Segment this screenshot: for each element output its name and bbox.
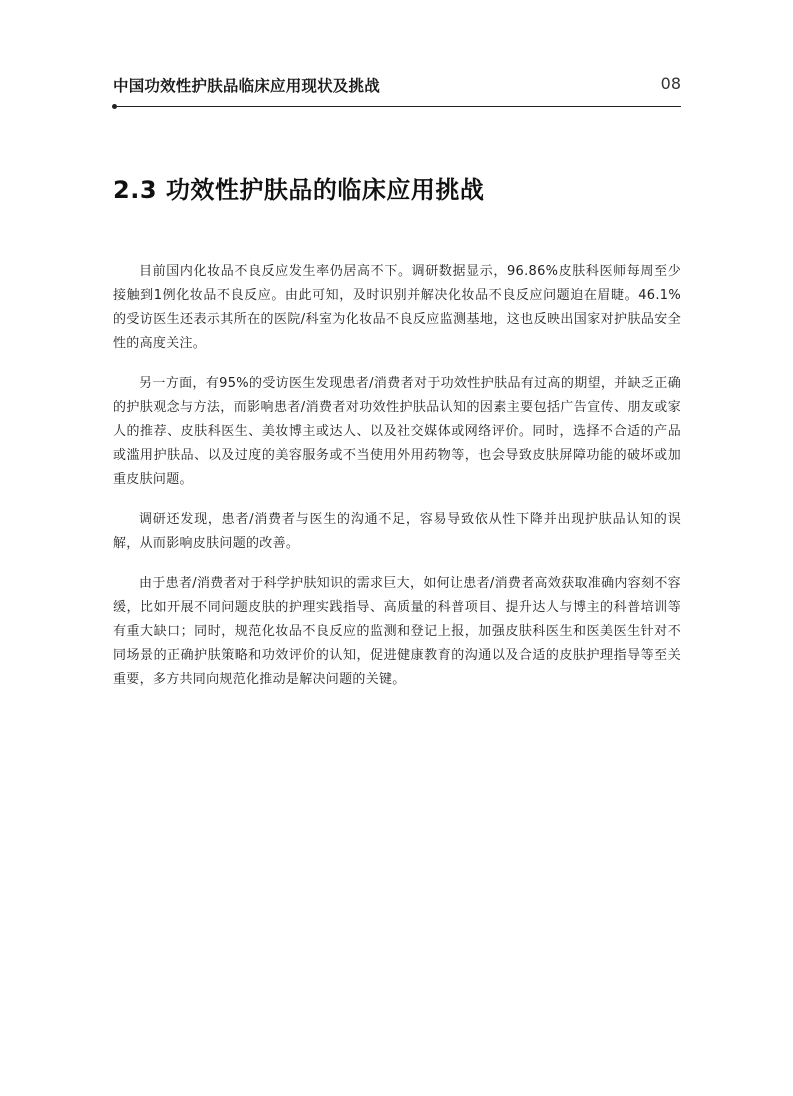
section-title: 2.3 功效性护肤品的临床应用挑战: [113, 176, 485, 204]
paragraph: 由于患者/消费者对于科学护肤知识的需求巨大，如何让患者/消费者高效获取准确内容刻不容缓，比如开展不同问题皮肤的护理实践指导、高质量的科普项目、提升达人与博主的科普培训等有重大缺口；同时，规范化妆品不良反应的监测和登记上报，加强皮肤科医生和医美医生针对不同场景的正确护肤策略和功效评价的认知，促进健康教育的沟通以及合适的皮肤护理指导等至关重要，多方共同向规范化推动是解决问题的关键。: [113, 576, 681, 687]
page-header: [113, 72, 681, 100]
paragraph: 另一方面，有95%的受访医生发现患者/消费者对于功效性护肤品有过高的期望，并缺乏正确的护肤观念与方法，而影响患者/消费者对功效性护肤品认知的因素主要包括广告宣传、朋友或家人的推荐、皮肤科医生、美妆博主或达人、以及社交媒体或网络评价。同时，选择不合适的产品或滥用护肤品、以及过度的美容服务或不当使用外用药物等，也会导致皮肤屏障功能的破坏或加重皮肤问题。: [113, 376, 681, 487]
paragraph: 调研还发现，患者/消费者与医生的沟通不足，容易导致依从性下降并出现护肤品认知的误解，从而影响皮肤问题的改善。: [113, 512, 681, 551]
paragraph: 目前国内化妆品不良反应发生率仍居高不下。调研数据显示，96.86%皮肤科医师每周至少接触到1例化妆品不良反应。由此可知，及时识别并解决化妆品不良反应问题迫在眉睫。46.1%的受访医生还表示其所在的医院/科室为化妆品不良反应监测基地，这也反映出国家对护肤品安全性的高度关注。: [113, 264, 681, 351]
body-text: [113, 260, 681, 708]
header-rule: [113, 106, 681, 107]
header-title: 中国功效性护肤品临床应用现状及挑战: [113, 77, 380, 95]
page-number: 08: [660, 74, 681, 93]
